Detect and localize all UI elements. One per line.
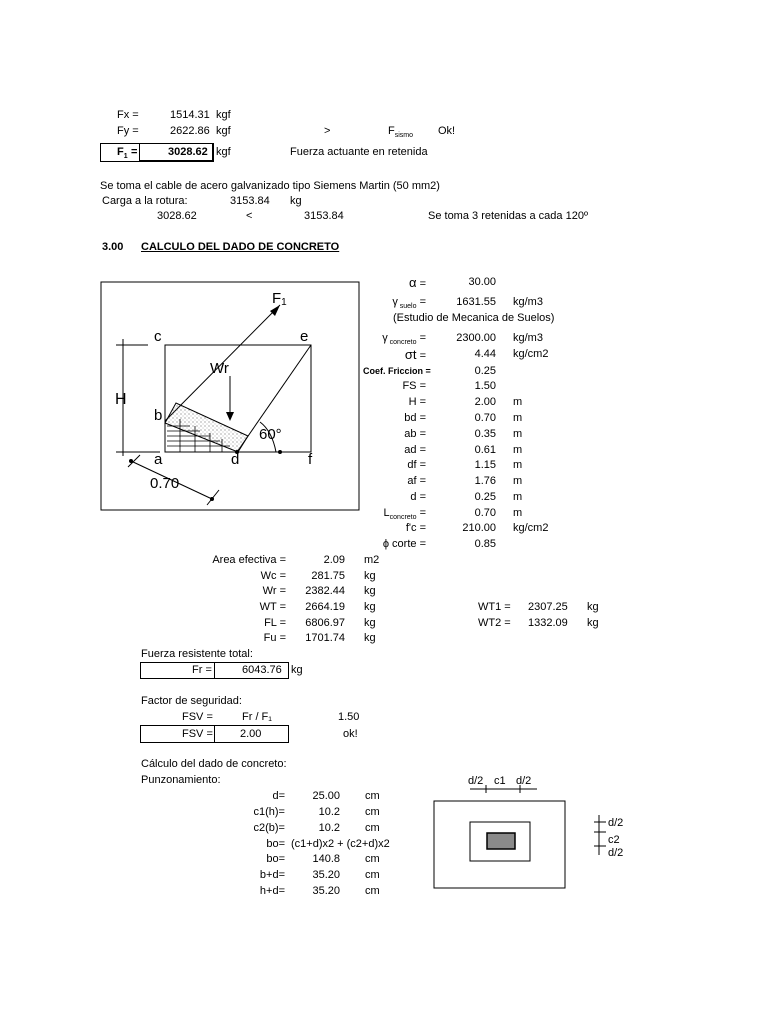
param-symbol: γ bbox=[392, 296, 398, 308]
wt1-value: 2307.25 bbox=[528, 601, 568, 613]
param-unit: m bbox=[513, 491, 523, 503]
weight-unit: kg bbox=[364, 585, 376, 597]
dado-row-label: bo= bbox=[266, 853, 285, 865]
param-suffix: = bbox=[416, 296, 426, 308]
param-symbol: Coef. Friccion = bbox=[363, 366, 431, 376]
greater-than: > bbox=[324, 125, 331, 137]
param-value: 0.35 bbox=[474, 428, 496, 440]
dado-row-value: 25.00 bbox=[312, 790, 340, 802]
param-value: 210.00 bbox=[462, 522, 496, 534]
dado-row-unit: cm bbox=[365, 853, 380, 865]
weight-unit: kg bbox=[364, 632, 376, 644]
dado-row-label: c1(h)= bbox=[253, 806, 285, 818]
wr-arrowhead bbox=[226, 412, 234, 421]
param-unit: kg/cm2 bbox=[513, 522, 549, 534]
diagram-c-label: c bbox=[154, 328, 162, 345]
param-symbol: ad = bbox=[404, 444, 426, 456]
param-symbol: σt bbox=[404, 347, 417, 362]
fy-label: Fy = bbox=[117, 125, 139, 137]
plan-c1: c1 bbox=[494, 775, 506, 787]
weight-value: 2664.19 bbox=[305, 601, 345, 613]
param-label bbox=[409, 276, 426, 295]
param-unit: m bbox=[513, 459, 523, 471]
param-subscript: suelo bbox=[397, 303, 417, 311]
param-value: 1.50 bbox=[474, 380, 496, 392]
param-suffix: = bbox=[416, 507, 426, 519]
weight-value: 6806.97 bbox=[305, 617, 345, 629]
param-unit: m bbox=[513, 428, 523, 440]
diagram-f1-label: F1 bbox=[272, 290, 287, 308]
diagram-a-label: a bbox=[154, 451, 163, 468]
dado-row-label: c2(b)= bbox=[253, 822, 285, 834]
wt2-value: 1332.09 bbox=[528, 617, 568, 629]
param-unit: kg/m3 bbox=[513, 296, 543, 308]
param-value: 0.25 bbox=[474, 365, 496, 377]
dado-row-unit: cm bbox=[365, 806, 380, 818]
compare-op: < bbox=[246, 210, 253, 222]
wt2-label: WT2 = bbox=[478, 617, 511, 629]
param-label bbox=[410, 491, 426, 508]
param-symbol: d = bbox=[410, 491, 426, 503]
wt1-unit: kg bbox=[587, 601, 599, 613]
param-label bbox=[407, 475, 426, 492]
diagram-d-label: d bbox=[231, 451, 240, 468]
param-symbol: bd = bbox=[404, 412, 426, 424]
param-unit: m bbox=[513, 444, 523, 456]
param-unit: m bbox=[513, 507, 523, 519]
dado-row-value: 35.20 bbox=[312, 885, 340, 897]
param-symbol: FS = bbox=[402, 380, 426, 392]
weight-unit: m2 bbox=[364, 554, 380, 566]
fx-unit: kgf bbox=[216, 109, 231, 121]
diagram-dim-label: 0.70 bbox=[150, 475, 180, 492]
carga-label: Carga a la rotura: bbox=[102, 195, 188, 207]
fsv-ratio: 1.50 bbox=[338, 711, 360, 723]
param-subscript: concreto bbox=[389, 514, 417, 522]
dado-row-label: d= bbox=[272, 790, 285, 802]
dado-diagram bbox=[100, 281, 360, 511]
f1-description: Fuerza actuante en retenida bbox=[290, 146, 428, 158]
param-label bbox=[393, 312, 554, 329]
param-symbol: H = bbox=[408, 396, 426, 408]
retenidas-text: Se toma 3 retenidas a cada 120º bbox=[428, 210, 588, 222]
param-unit: m bbox=[513, 475, 523, 487]
fx-label: Fx = bbox=[117, 109, 139, 121]
dado-row-value: 140.8 bbox=[312, 853, 340, 865]
param-label bbox=[407, 459, 426, 476]
dado-row-value: 10.2 bbox=[318, 822, 340, 834]
dado-row-unit: cm bbox=[365, 822, 380, 834]
param-symbol: α bbox=[409, 275, 417, 290]
param-unit: m bbox=[513, 396, 523, 408]
diagram-angle-label: 60° bbox=[259, 426, 282, 443]
fsismo-symbol: F bbox=[388, 125, 395, 137]
plan-c2: c2 bbox=[608, 834, 620, 846]
plan-d2-left: d/2 bbox=[468, 775, 484, 787]
weight-value: 2382.44 bbox=[305, 585, 345, 597]
fy-value: 2622.86 bbox=[170, 125, 210, 137]
weight-label: Wr = bbox=[262, 585, 286, 597]
punzonamiento-label: Punzonamiento: bbox=[141, 774, 221, 786]
param-value: 1.76 bbox=[474, 475, 496, 487]
weight-label: Wc = bbox=[260, 570, 286, 582]
f1-unit: kgf bbox=[216, 146, 231, 158]
dado-row-unit: cm bbox=[365, 790, 380, 802]
param-symbol: ab = bbox=[404, 428, 426, 440]
carga-unit: kg bbox=[290, 195, 302, 207]
fy-unit: kgf bbox=[216, 125, 231, 137]
plan-d2-top: d/2 bbox=[608, 817, 624, 829]
param-label bbox=[406, 522, 426, 539]
f1-value: 3028.62 bbox=[168, 146, 208, 158]
param-label bbox=[409, 396, 426, 413]
fsv-value: 2.00 bbox=[240, 728, 262, 740]
param-symbol: γ bbox=[382, 332, 388, 344]
diagram-wr-label: Wr bbox=[210, 360, 229, 377]
wt1-label: WT1 = bbox=[478, 601, 511, 613]
weight-unit: kg bbox=[364, 570, 376, 582]
plan-diagram bbox=[430, 770, 630, 900]
param-symbol: ϕ corte = bbox=[382, 538, 426, 550]
fr-unit: kg bbox=[291, 664, 303, 676]
cable-line: Se toma el cable de acero galvanizado tipo Siemens Martin (50 mm2) bbox=[100, 180, 440, 192]
param-value: 0.70 bbox=[474, 412, 496, 424]
fr-label: Fr = bbox=[192, 664, 212, 676]
dado-row-value: (c1+d)x2 + (c2+d)x2 bbox=[291, 838, 390, 850]
concrete-dado bbox=[165, 403, 248, 452]
f1-eq: = bbox=[131, 146, 138, 158]
weight-label: FL = bbox=[264, 617, 286, 629]
weight-label: Area efectiva = bbox=[212, 554, 286, 566]
fsismo-sub: sismo bbox=[394, 132, 414, 140]
param-symbol: L bbox=[383, 507, 390, 519]
dado-row-label: bo= bbox=[266, 838, 285, 850]
param-value: 0.85 bbox=[474, 538, 496, 550]
param-symbol: df = bbox=[407, 459, 426, 471]
param-label bbox=[404, 428, 426, 445]
dado-row-value: 35.20 bbox=[312, 869, 340, 881]
weight-value: 2.09 bbox=[323, 554, 345, 566]
carga-value: 3153.84 bbox=[230, 195, 270, 207]
param-unit: kg/cm2 bbox=[513, 348, 549, 360]
diagram-h-label: H bbox=[115, 391, 127, 408]
param-symbol: af = bbox=[407, 475, 426, 487]
fr-heading: Fuerza resistente total: bbox=[141, 648, 253, 660]
fsv-formula: Fr / F₁ bbox=[242, 711, 272, 723]
diagram-f-label: f bbox=[308, 451, 313, 468]
weight-value: 281.75 bbox=[311, 570, 345, 582]
diagram-e-label: e bbox=[300, 328, 309, 345]
dado-row-label: h+d= bbox=[259, 885, 285, 897]
fsv-ok: ok! bbox=[343, 728, 358, 740]
param-symbol: (Estudio de Mecanica de Suelos) bbox=[393, 312, 555, 324]
param-value: 2300.00 bbox=[456, 332, 496, 344]
dado-row-unit: cm bbox=[365, 885, 380, 897]
dado-row-value: 10.2 bbox=[318, 806, 340, 818]
plan-d2-bottom: d/2 bbox=[608, 847, 624, 859]
param-suffix: = bbox=[416, 278, 426, 290]
section-title: CALCULO DEL DADO DE CONCRETO bbox=[141, 241, 340, 253]
param-unit: m bbox=[513, 412, 523, 424]
compare-right: 3153.84 bbox=[304, 210, 344, 222]
wt2-unit: kg bbox=[587, 617, 599, 629]
param-unit: kg/m3 bbox=[513, 332, 543, 344]
param-label bbox=[383, 538, 426, 555]
plan-d2-right: d/2 bbox=[516, 775, 532, 787]
fsv-label-2: FSV = bbox=[182, 728, 213, 740]
param-suffix: = bbox=[416, 350, 426, 362]
param-value: 0.25 bbox=[474, 491, 496, 503]
f1-symbol: F bbox=[117, 146, 124, 158]
weight-label: WT = bbox=[259, 601, 286, 613]
fr-value: 6043.76 bbox=[242, 664, 282, 676]
param-label bbox=[402, 380, 426, 397]
param-symbol: f'c = bbox=[405, 522, 426, 534]
ok-text: Ok! bbox=[438, 125, 456, 137]
compare-left: 3028.62 bbox=[157, 210, 197, 222]
f1-label bbox=[117, 146, 128, 163]
fsv-label-1: FSV = bbox=[182, 711, 213, 723]
param-value: 30.00 bbox=[468, 276, 496, 288]
fsismo-label bbox=[388, 125, 413, 142]
param-value: 0.70 bbox=[474, 507, 496, 519]
f1-sub: 1 bbox=[123, 153, 128, 161]
section-number: 3.00 bbox=[102, 241, 124, 253]
param-value: 0.61 bbox=[474, 444, 496, 456]
diagram-b-label: b bbox=[154, 407, 163, 424]
param-value: 4.44 bbox=[474, 348, 496, 360]
param-label bbox=[392, 296, 426, 313]
param-suffix: = bbox=[416, 332, 426, 344]
param-subscript: concreto bbox=[387, 339, 417, 347]
fx-value: 1514.31 bbox=[170, 109, 210, 121]
fs-heading: Factor de seguridad: bbox=[141, 695, 242, 707]
param-value: 1631.55 bbox=[456, 296, 496, 308]
weight-unit: kg bbox=[364, 601, 376, 613]
weight-unit: kg bbox=[364, 617, 376, 629]
plan-column bbox=[487, 833, 515, 849]
param-value: 1.15 bbox=[474, 459, 496, 471]
dado-row-unit: cm bbox=[365, 869, 380, 881]
param-value: 2.00 bbox=[474, 396, 496, 408]
weight-value: 1701.74 bbox=[305, 632, 345, 644]
dado-row-label: b+d= bbox=[259, 869, 285, 881]
dado-heading: Cálculo del dado de concreto: bbox=[141, 758, 287, 770]
weight-label: Fu = bbox=[263, 632, 286, 644]
param-label bbox=[404, 412, 426, 429]
